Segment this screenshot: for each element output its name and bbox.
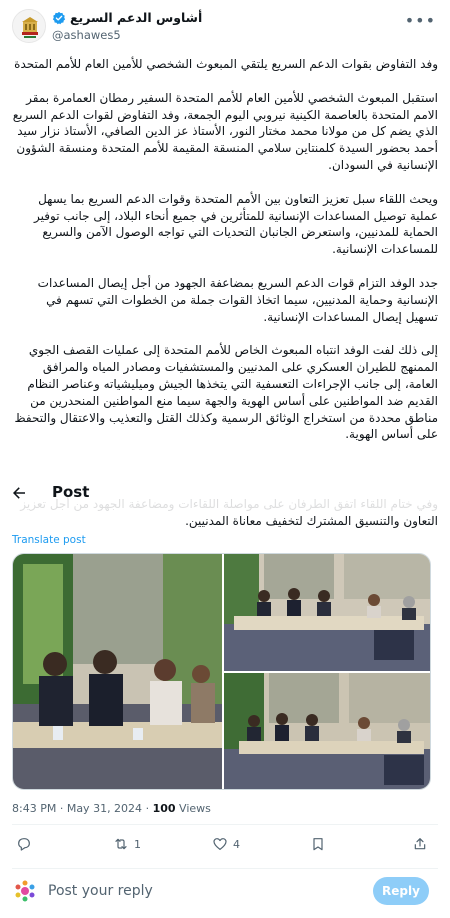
sticky-header [0,474,450,514]
post-paragraph: ويحث اللقاء سبل تعزيز التعاون بين الأمم المتحدة وقوات الدعم السريع بما يسهل عملية توصيل المساعدات الإنسانية للمتأثرين في جميع أنحاء البلاد، إلى جانب توفير الحماية للمدنيين، واستعرض الجانبان التحديات التي تواجه الوصول الآمن والسريع للمساعدات الإنسانية. [34,191,438,257]
author-display-name[interactable]: أشاوس الدعم السريع [70,10,203,25]
reply-input[interactable]: Post your reply [48,883,153,899]
reply-action[interactable] [16,836,37,852]
media-grid [12,553,431,790]
verified-badge-icon [52,11,66,25]
author-avatar[interactable] [12,9,46,43]
post-paragraph: وفد التفاوض بقوات الدعم السريع يلتقي المبعوث الشخصي للأمين العام للأمم المتحدة [14,57,438,71]
post-paragraph: استقبل المبعوث الشخصي للأمين العام للأمم المتحدة السفير رمطان العمامرة بمقر الامم المتحدة بالعاصمة الكينية نيروبي اليوم الجمعة، وفد التفاوض لقوات الدعم السريع الذي يضم كل من مولانا محمد مختار النور، الأستاذ عز الدين الصافي، الأستاذ نزار سيد أحمد بحضور السيدة كلمنتاين سلامي المنسقة المقيمة للأمم المتحدة ومنسقة الشؤون الإنسانية في السودان. [12,90,438,172]
repost-count: 1 [134,837,141,851]
post-paragraph: جدد الوفد التزام قوات الدعم السريع بمضاعفة الجهود من أجل إيصال المساعدات الإنسانية وحماية المدنيين، سيما اتخاذ القوات جملة من الخطوات التي تسهم في تسهيل إيصال المساعدات الإنسانية. [37,275,438,324]
post-meta [12,802,211,815]
meeting-photo[interactable] [224,554,431,671]
meta-separator: · [59,802,67,815]
user-avatar-image [12,878,38,904]
meeting-photo[interactable] [13,554,222,790]
post-paragraph: إلى ذلك لفت الوفد انتباه المبعوث الخاص للأمم المتحدة إلى عمليات القصف الجوي الممنهج للطيران العسكري على المدنيين والمستشفيات ومصادر المياه والمرافق العامة، إلى جانب الإجراءات التعسفية التي يتخذها الجيش وميليشياته وعناصر النظام القديم ضد المواطنين على أساس الهوية والجهة سيما منع المواطنين المنحدرين من مناطق محددة من استخراج الوثائق الرسمية وكذلك القتل والتعذيب والاعتقال والتحفظ على أساس الهوية. [14,343,438,442]
bookmark-icon [310,836,326,852]
post-author-header [0,0,450,52]
post-last-paragraph: التعاون والتنسيق المشترك لتخفيف معاناة المدنيين. [185,513,438,528]
author-handle[interactable]: @ashawes5 [52,28,121,42]
repost-action[interactable] [113,836,141,852]
reply-button[interactable]: Reply [373,877,429,905]
meeting-photo-image [224,554,431,671]
post-date[interactable]: May 31, 2024 [66,802,143,815]
post-actions [0,836,450,860]
reply-icon [16,836,32,852]
meeting-photo-image [13,554,222,790]
meta-separator: · [145,802,153,815]
meeting-photo[interactable] [224,673,431,790]
logo-icon [13,10,46,43]
heart-icon [212,836,228,852]
share-action[interactable] [412,836,428,852]
views-count: 100 [152,802,176,815]
post-time[interactable]: 8:43 PM [12,802,57,815]
reply-composer [0,872,450,912]
share-icon [412,836,428,852]
divider [12,868,438,869]
user-avatar[interactable] [12,878,38,904]
like-action[interactable] [212,836,240,852]
author-name-row[interactable] [52,10,202,25]
back-arrow-icon[interactable] [10,484,28,502]
repost-icon [113,836,129,852]
meeting-photo-image [224,673,431,790]
post-body [12,56,438,516]
page-title: Post [52,483,90,501]
views-label: Views [179,802,211,815]
more-options-icon[interactable]: ••• [404,11,436,30]
like-count: 4 [233,837,240,851]
bookmark-action[interactable] [310,836,326,852]
translate-post-link[interactable]: Translate post [12,534,86,546]
divider [12,824,438,825]
